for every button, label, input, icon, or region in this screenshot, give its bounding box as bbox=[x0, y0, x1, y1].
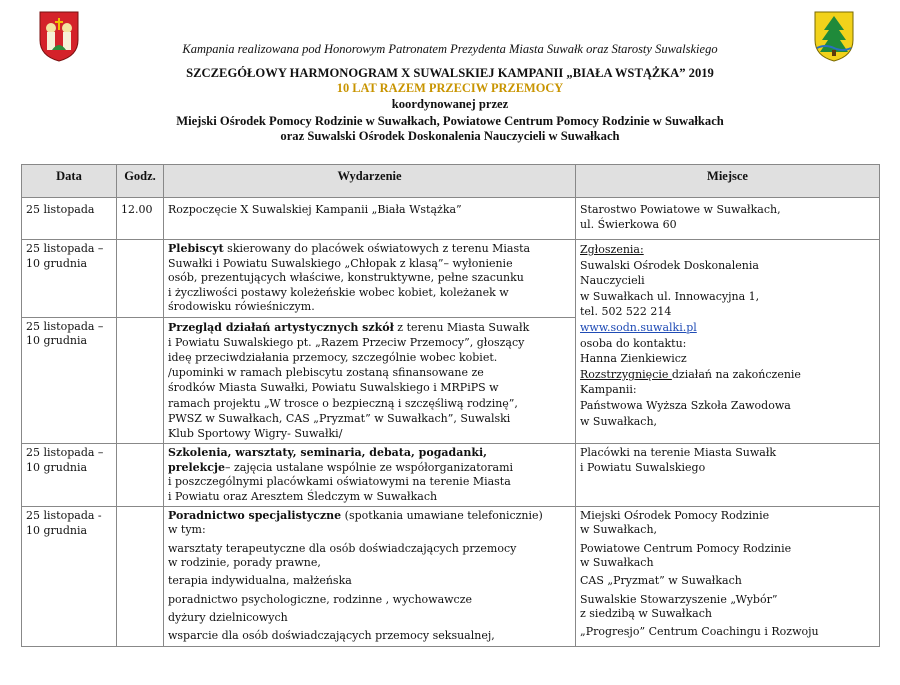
patronage-note: Kampania realizowana pod Honorowym Patronatem Prezydenta Miasta Suwałk oraz Starosty Suwalskiego bbox=[182, 42, 718, 56]
row-date: 25 listopada – 10 grudnia bbox=[22, 317, 117, 444]
header-place: Miejsce bbox=[576, 165, 880, 198]
header-date: Data bbox=[22, 165, 117, 198]
table-row bbox=[22, 240, 880, 318]
coordinator-organizations-line1: Miejski Ośrodek Pomocy Rodzinie w Suwałkach, Powiatowe Centrum Pomocy Rodzinie w Suwałkach bbox=[176, 114, 724, 128]
row-event: Poradnictwo specjalistyczne (spotkania umawiane telefonicznie) w tym: warsztaty terapeutyczne dla osób doświadczających przemocy w rodzinie, porady prawne, terapia indywidualna, małżeńska poradnictwo psychologiczne, rodzinne , wychowawcze dyżury dzielnicowych wsparcie dla osób doświadczających przemocy seksualnej, bbox=[164, 507, 576, 646]
coordinated-by-label: koordynowanej przez bbox=[391, 97, 509, 111]
row-place: Placówki na terenie Miasta Suwałk i Powiatu Suwalskiego bbox=[576, 444, 880, 507]
row-place-contact: Zgłoszenia: Suwalski Ośrodek Doskonalenia Nauczycieli w Suwałkach ul. Innowacyjna 1, tel. 502 522 214 www.sodn.suwalki.pl osoba do kontaktu: Hanna Zienkiewicz Rozstrzygnięcie działań na zakończenie Kampanii: Państwowa Wyższa Szkoła Zawodowa w Suwałkach, bbox=[576, 240, 880, 444]
sodn-website-link[interactable]: www.sodn.suwalki.pl bbox=[580, 320, 697, 334]
row-time bbox=[117, 240, 164, 318]
table-row bbox=[22, 507, 880, 646]
row-time bbox=[117, 444, 164, 507]
row-date: 25 listopada bbox=[22, 198, 117, 240]
row-date: 25 listopada - 10 grudnia bbox=[22, 507, 117, 646]
row-date: 25 listopada – 10 grudnia bbox=[22, 444, 117, 507]
table-row bbox=[22, 444, 880, 507]
coordinator-organizations-line2: oraz Suwalski Ośrodek Doskonalenia Nauczycieli w Suwałkach bbox=[280, 129, 620, 143]
row-date: 25 listopada – 10 grudnia bbox=[22, 240, 117, 318]
row-time bbox=[117, 317, 164, 444]
row-place: Starostwo Powiatowe w Suwałkach, ul. Świerkowa 60 bbox=[576, 198, 880, 240]
header-event: Wydarzenie bbox=[164, 165, 576, 198]
document-subtitle: 10 LAT RAZEM PRZECIW PRZEMOCY bbox=[336, 81, 564, 95]
row-event: Przegląd działań artystycznych szkół z terenu Miasta Suwałk i Powiatu Suwalskiego pt. „Razem Przeciw Przemocy”, głoszący ideę przeciwdziałania przemocy, szczególnie wobec kobiet. /upominki w ramach plebiscytu zostaną sfinansowane ze środków Miasta Suwałki, Powiatu Suwalskiego i MRPiPS w ramach projektu „W trosce o bezpieczną i szczęśliwą rodzinę”, PWSZ w Suwałkach, CAS „Pryzmat” w Suwałkach”, Suwalski Klub Sportowy Wigry- Suwałki/ bbox=[164, 317, 576, 444]
row-time: 12.00 bbox=[117, 198, 164, 240]
table-header-row bbox=[22, 165, 880, 198]
row-time bbox=[117, 507, 164, 646]
row-event: Plebiscyt skierowany do placówek oświatowych z terenu Miasta Suwałki i Powiatu Suwalskiego „Chłopak z klasą”– wyłonienie osób, prezentujących właściwe, konstruktywne, pełne szacunku i życzliwości postawy koleżeńskie wobec kobiet, koleżanek w środowisku rówieśniczym. bbox=[164, 240, 576, 318]
table-row bbox=[22, 198, 880, 240]
row-event: Rozpoczęcie X Suwalskiej Kampanii „Biała Wstążka” bbox=[164, 198, 576, 240]
row-place: Miejski Ośrodek Pomocy Rodzinie w Suwałkach, Powiatowe Centrum Pomocy Rodzinie w Suwałkach CAS „Pryzmat” w Suwałkach Suwalskie Stowarzyszenie „Wybór” z siedzibą w Suwałkach „Progresjo” Centrum Coachingu i Rozwoju bbox=[576, 507, 880, 646]
row-event: Szkolenia, warsztaty, seminaria, debata, pogadanki, prelekcje– zajęcia ustalane wspólnie ze współorganizatorami i poszczególnymi placówkami oświatowymi na terenie Miasta i Powiatu oraz Aresztem Śledczym w Suwałkach bbox=[164, 444, 576, 507]
header-time: Godz. bbox=[117, 165, 164, 198]
document-title: SZCZEGÓŁOWY HARMONOGRAM X SUWALSKIEJ KAMPANII „BIAŁA WSTĄŻKA” 2019 bbox=[186, 66, 714, 80]
schedule-table bbox=[21, 164, 880, 647]
